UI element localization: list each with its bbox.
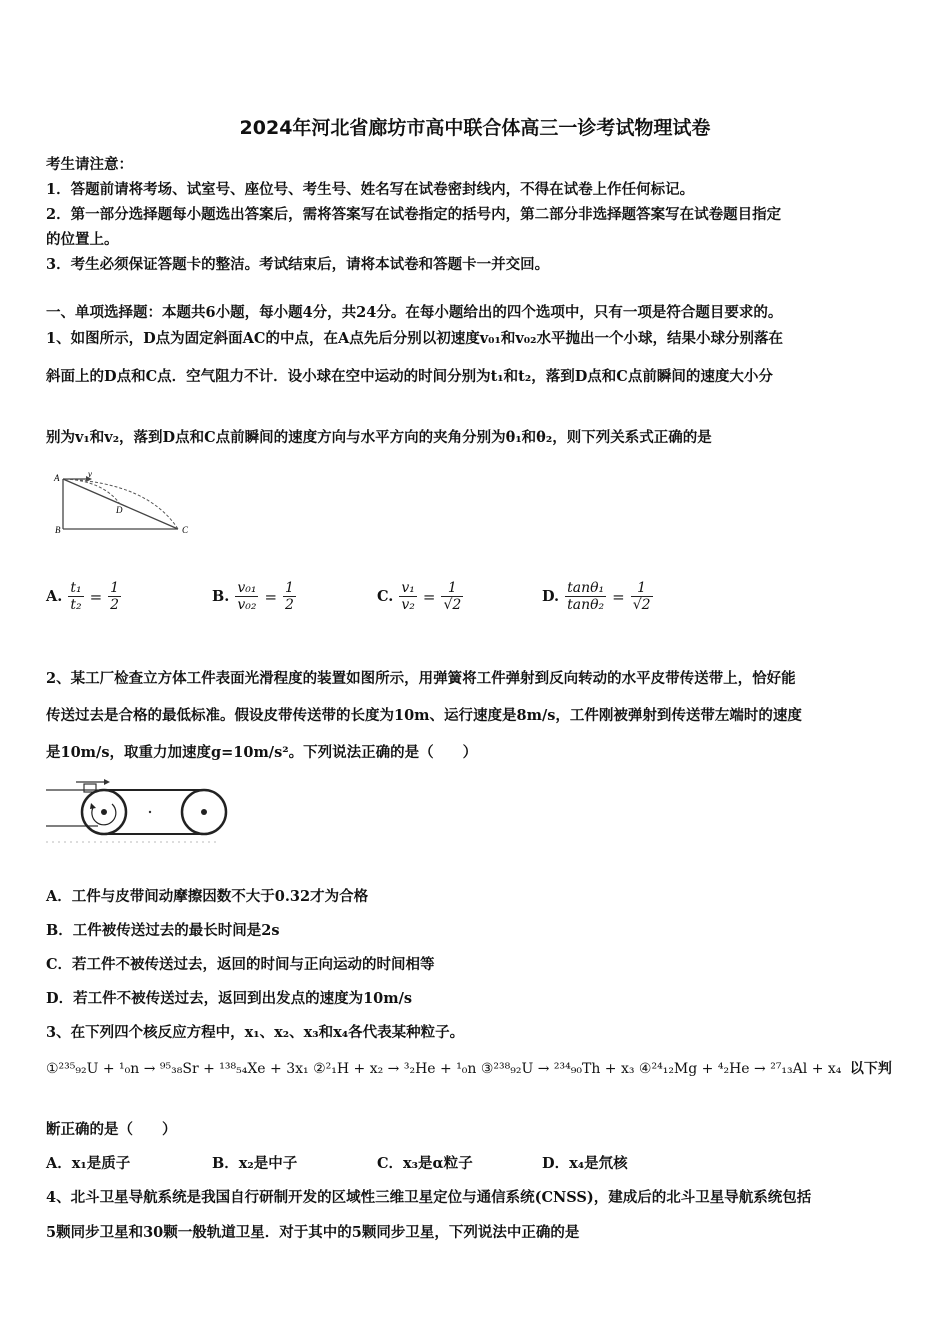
q1-option-a-den: t₂	[70, 597, 82, 613]
q1-option-a-lhs	[68, 580, 83, 613]
q3-line-2-tail: 以下判	[849, 1061, 892, 1077]
q1-option-b[interactable]	[212, 580, 296, 613]
fig-label-d: D	[116, 505, 123, 515]
q1-option-a-rhs-num: 1	[110, 580, 120, 596]
q3-option-a[interactable]: A．x₁是质子	[46, 1155, 131, 1172]
notice-item-1: 1．答题前请将考场、试室号、座位号、考生号、姓名写在试卷密封线内，不得在试卷上作任何标记。	[46, 181, 695, 198]
q1-option-c[interactable]	[377, 580, 463, 613]
q1-option-c-rhs	[441, 580, 463, 613]
notice-item-2-cont: 的位置上。	[46, 231, 119, 248]
q1-option-b-rhs	[283, 580, 296, 613]
notice-item-3: 3．考生必须保证答题卡的整洁。考试结束后，请将本试卷和答题卡一并交回。	[46, 256, 550, 273]
q2-line-1: 2、某工厂检查立方体工件表面光滑程度的装置如图所示，用弹簧将工件弹射到反向转动的水平皮带传送带上，恰好能	[46, 670, 796, 687]
q1-option-c-num: v₁	[401, 580, 415, 596]
equals-sign: =	[264, 587, 278, 606]
q2-option-a[interactable]: A．工件与皮带间动摩擦因数不大于0.32才为合格	[46, 888, 369, 905]
q1-option-c-rhs-num: 1	[441, 580, 463, 597]
q1-option-d-num: tanθ₁	[567, 580, 605, 596]
q4-line-1: 4、北斗卫星导航系统是我国自行研制开发的区域性三维卫星定位与通信系统(CNSS)，建成后的北斗卫星导航系统包括	[46, 1189, 812, 1206]
q4-line-2: 5颗同步卫星和30颗一般轨道卫星．对于其中的5颗同步卫星，下列说法中正确的是	[46, 1224, 580, 1241]
section-heading: 一、单项选择题：本题共6小题，每小题4分，共24分。在每小题给出的四个选项中，只有一项是符合题目要求的。	[46, 304, 783, 321]
q1-option-d-den: tanθ₂	[567, 597, 605, 613]
q3-option-c[interactable]: C．x₃是α粒子	[377, 1155, 473, 1172]
q1-option-b-label: B.	[212, 588, 230, 605]
q1-option-c-label: C.	[377, 588, 394, 605]
fig-label-v: v	[88, 469, 92, 479]
equals-sign: =	[612, 587, 625, 606]
q1-incline-figure	[48, 467, 198, 539]
q3-line-1: 3、在下列四个核反应方程中，x₁、x₂、x₃和x₄各代表某种粒子。	[46, 1024, 465, 1041]
q1-option-d[interactable]	[542, 580, 653, 613]
fig-label-c: C	[182, 525, 189, 535]
equals-sign: =	[422, 587, 436, 606]
q1-option-c-lhs	[399, 580, 417, 613]
q1-option-d-rhs-den: √2	[632, 597, 651, 613]
q2-option-c[interactable]: C．若工件不被传送过去，返回的时间与正向运动的时间相等	[46, 956, 435, 973]
fig-label-b: B	[55, 525, 61, 535]
notice-item-2: 2．第一部分选择题每小题选出答案后，需将答案写在试卷指定的括号内，第二部分非选择题答案写在试卷题目指定	[46, 206, 782, 223]
q2-option-b[interactable]: B．工件被传送过去的最长时间是2s	[46, 922, 280, 939]
q1-option-c-den: v₂	[401, 597, 415, 613]
q2-option-d[interactable]: D．若工件不被传送过去，返回到出发点的速度为10m/s	[46, 990, 413, 1007]
q1-option-d-rhs-num: 1	[631, 580, 653, 597]
q3-equations	[46, 1058, 892, 1078]
q1-option-a-rhs-den: 2	[110, 597, 120, 613]
q1-option-b-den: v₀₂	[237, 597, 257, 613]
q2-line-3: 是10m/s，取重力加速度g=10m/s²。下列说法正确的是（ ）	[46, 744, 478, 761]
q3-option-b[interactable]: B．x₂是中子	[212, 1155, 298, 1172]
exam-title: 2024年河北省廊坊市高中联合体高三一诊考试物理试卷	[239, 117, 711, 139]
notice-heading: 考生请注意：	[46, 156, 133, 173]
q1-option-a-num: t₁	[70, 580, 82, 596]
q3-option-d[interactable]: D．x₄是氘核	[542, 1155, 628, 1172]
equals-sign: =	[89, 587, 103, 606]
q1-line-1: 1、如图所示，D点为固定斜面AC的中点，在A点先后分别以初速度v₀₁和v₀₂水平抛出一个小球，结果小球分别落在	[46, 330, 783, 347]
q1-option-a[interactable]	[46, 580, 121, 613]
q1-option-b-rhs-den: 2	[285, 597, 294, 613]
q1-option-a-rhs	[108, 580, 121, 613]
q1-option-d-lhs	[565, 580, 606, 613]
q1-option-d-label: D.	[542, 588, 560, 605]
q1-option-a-label: A.	[46, 588, 63, 605]
q1-option-b-lhs	[235, 580, 258, 613]
q2-line-2: 传送过去是合格的最低标准。假设皮带传送带的长度为10m、运行速度是8m/s，工件刚被弹射到传送带左端时的速度	[46, 707, 802, 724]
q1-line-3: 别为v₁和v₂，落到D点和C点前瞬间的速度方向与水平方向的夹角分别为θ₁和θ₂，则下列关系式正确的是	[46, 429, 712, 446]
q1-option-c-rhs-den: √2	[443, 597, 462, 613]
fig-label-a: A	[54, 473, 60, 483]
q1-option-b-num: v₀₁	[237, 580, 257, 596]
q3-equations-text: ①²³⁵₉₂U + ¹₀n → ⁹⁵₃₈Sr + ¹³⁸₅₄Xe + 3x₁ ②²₁H + x₂ → ³₂He + ¹₀n ③²³⁸₉₂U → ²³⁴₉₀Th + x₃ ④²⁴₁₂Mg + ⁴₂He → ²⁷₁₃Al + x₄	[46, 1061, 842, 1077]
q1-line-2: 斜面上的D点和C点．空气阻力不计．设小球在空中运动的时间分别为t₁和t₂，落到D点和C点前瞬间的速度大小分	[46, 368, 773, 385]
q1-option-b-rhs-num: 1	[285, 580, 294, 596]
q2-conveyor-figure	[46, 772, 236, 848]
q3-line-3: 断正确的是（ ）	[46, 1121, 177, 1138]
q1-option-d-rhs	[631, 580, 653, 613]
